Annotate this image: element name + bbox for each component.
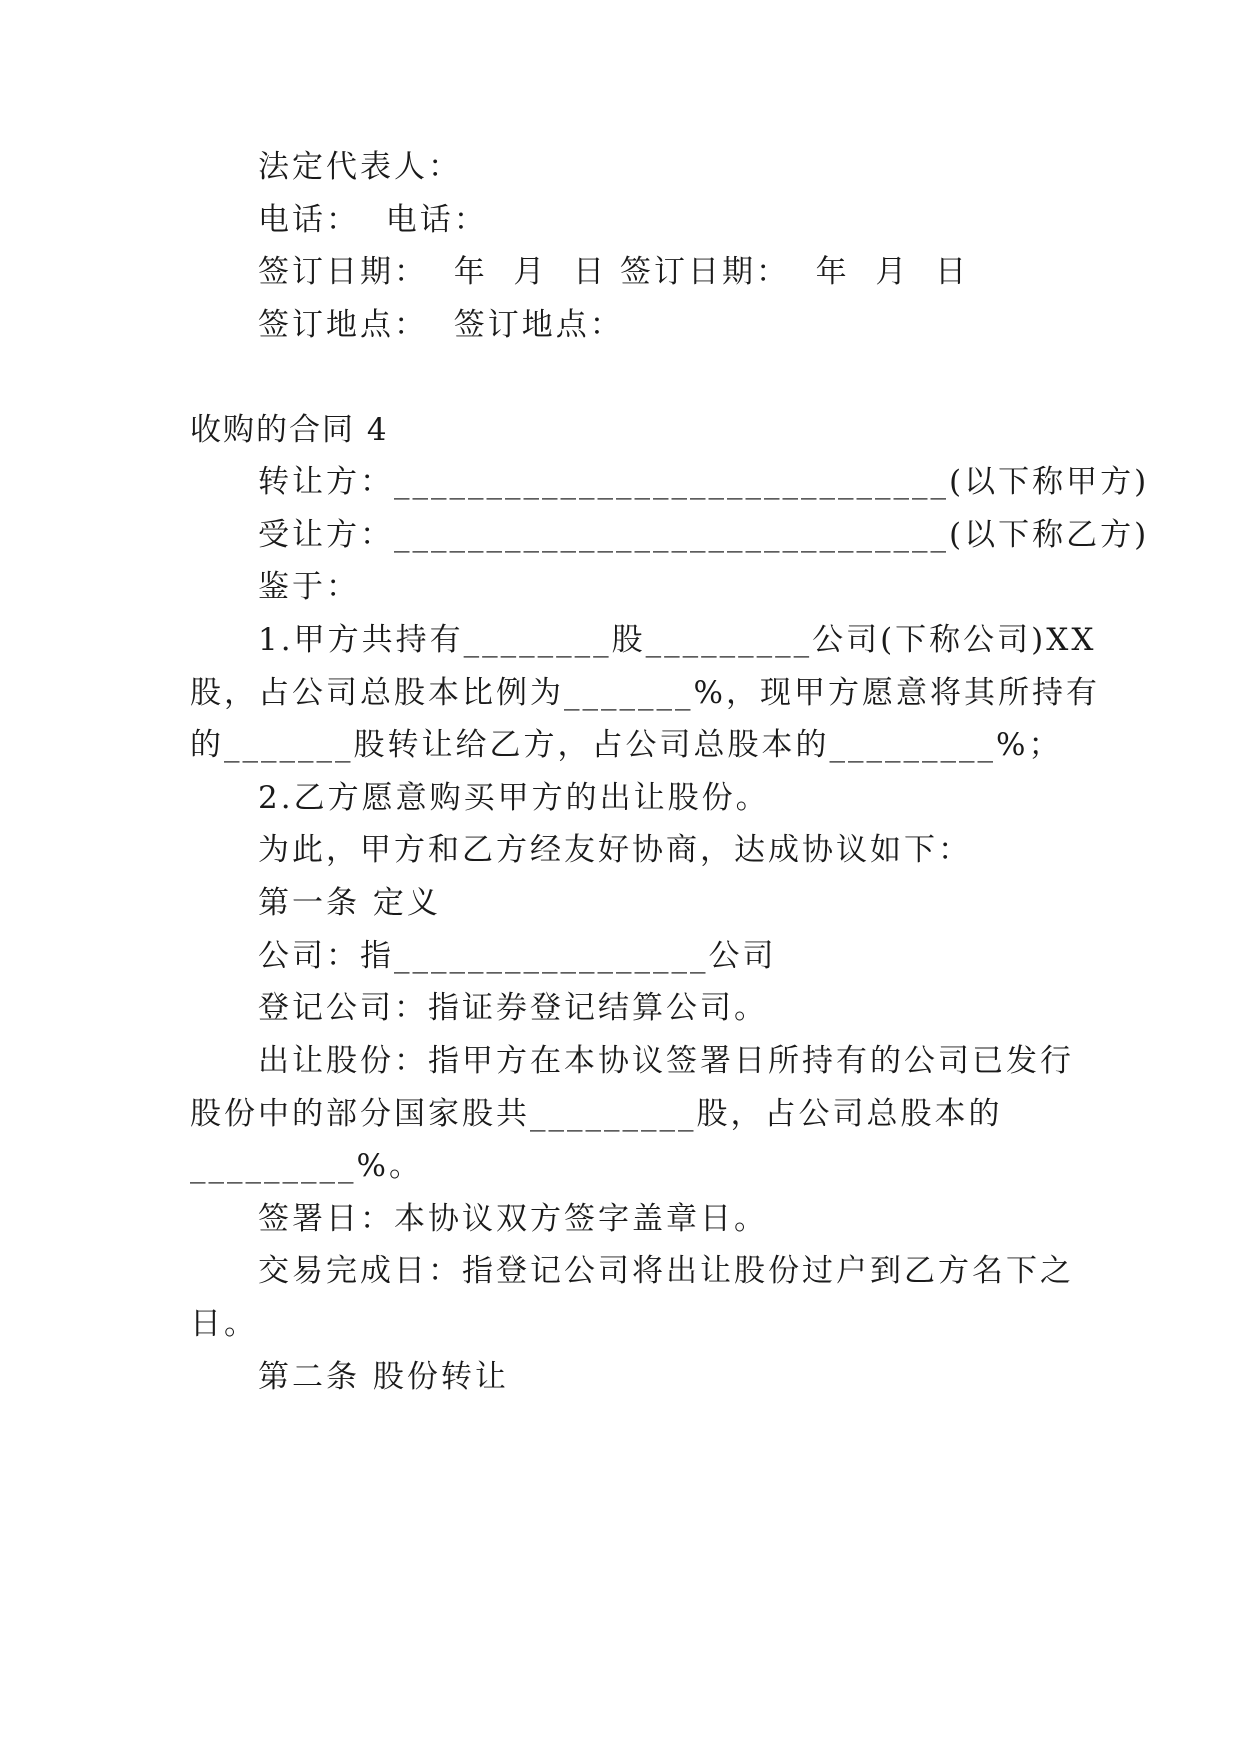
article-2-heading: 第二条 股份转让 [258,1359,509,1395]
definition-shares-line-1: 出让股份：指甲方在本协议签署日所持有的公司已发行 [258,1043,1074,1079]
recital-1-line-3: 的_______股转让给乙方，占公司总股本的_________%； [190,727,1063,763]
definition-completion-line-2: 日。 [190,1306,258,1342]
phone-line: 电话： 电话： [258,202,488,238]
definition-shares-line-3: _________%。 [190,1148,423,1184]
legal-representative-line: 法定代表人： [258,149,462,185]
transferee-line: 受让方：______________________________(以下称乙方) [258,517,1150,553]
definition-shares-line-2: 股份中的部分国家股共_________股，占公司总股本的 [190,1096,1003,1132]
definition-company-line: 公司：指_________________公司 [258,938,777,974]
recital-1-line-1: 1.甲方共持有________股_________公司(下称公司)XX [258,622,1097,658]
agreement-intro-line: 为此，甲方和乙方经友好协商，达成协议如下： [258,832,972,868]
signing-date-line: 签订日期： 年 月 日 签订日期： 年 月 日 [258,254,970,290]
whereas-line: 鉴于： [258,569,360,605]
article-1-heading: 第一条 定义 [258,885,441,921]
transferor-line: 转让方：______________________________(以下称甲方) [258,464,1150,500]
signing-place-line: 签订地点： 签订地点： [258,307,624,343]
definition-registrar-line: 登记公司：指证券登记结算公司。 [258,990,768,1026]
recital-1-line-2: 股，占公司总股本比例为_______%，现甲方愿意将其所持有 [190,675,1100,711]
definition-signing-day-line: 签署日：本协议双方签字盖章日。 [258,1201,768,1237]
section-title: 收购的合同 4 [190,412,389,448]
definition-completion-line-1: 交易完成日：指登记公司将出让股份过户到乙方名下之 [258,1253,1074,1289]
recital-2-line: 2.乙方愿意购买甲方的出让股份。 [258,780,770,816]
